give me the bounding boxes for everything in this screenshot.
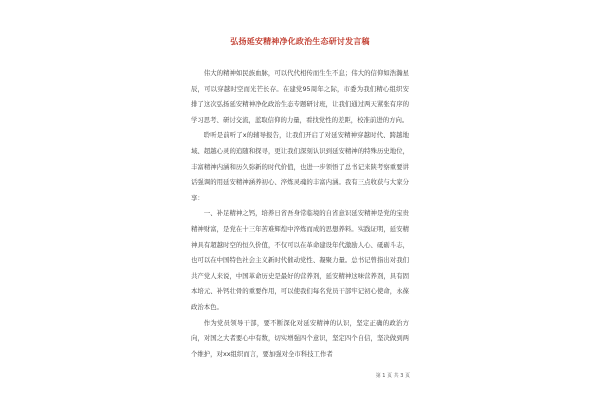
paragraph-point-one: 一、补足精神之钙，培养日省吾身常临境的自省意识延安精神是党的宝贵精神财富，是党在十三年苦难辉煌中淬炼而成的思想养料。实践证明，延安精神具有超越时空的恒久价值，不仅可以在革命建设年代激励人心、砥砺斗志，也可以在中国特色社会主义新时代催动党性、凝聚力量。总书记曾指出对我们共产党人来说，中国革命历史是最好的营养剂，延安精神这味营养剂，具有固本培元、补钙壮骨的重要作用，可以使我们每名党员干部牢记初心使命，永葆政治本色。 [191, 209, 409, 311]
page-number: 第 1 页 共 3 页 [375, 373, 410, 379]
paragraph-cadre: 作为党员领导干部，要不断深化对延安精神的认识，坚定正确的政治方向，对国之大者要心中有数，切实增强四个意识，坚定四个自信，坚决做到两个维护，对xx组织而言，要加强对全市科技工作者 [191, 318, 409, 358]
document-body [191, 66, 409, 362]
document-title: 弘扬延安精神净化政治生态研讨发言稿 [230, 36, 370, 46]
paragraph-intro: 伟大的精神如民族血脉，可以代代相传而生生不息；伟大的信仰如浩瀚星辰，可以穿越时空而光芒长存。在建党95周年之际，市委为我们精心组织安排了这次弘扬延安精神净化政治生态专题研讨班，让我们通过两天紧张有序的学习思考、研讨交流，蓝取信仰的力量，看找党性的差距，校准前进的方向。 [191, 69, 409, 124]
paragraph-report: 聆听是前听了x的辅导报告，让我们开启了对延安精神穿越时代、跨越地域、超越心灵的追随和探寻，更让我们深刻认识到延安精神的特殊历史地位，丰富精神内涵和历久弥新的时代价值，也进一步领悟了总书记来陕考察重要讲话强调的用延安精神涵养初心、淬炼灵魂的丰富内涵。我有三点收获与大家分享： [191, 131, 409, 202]
